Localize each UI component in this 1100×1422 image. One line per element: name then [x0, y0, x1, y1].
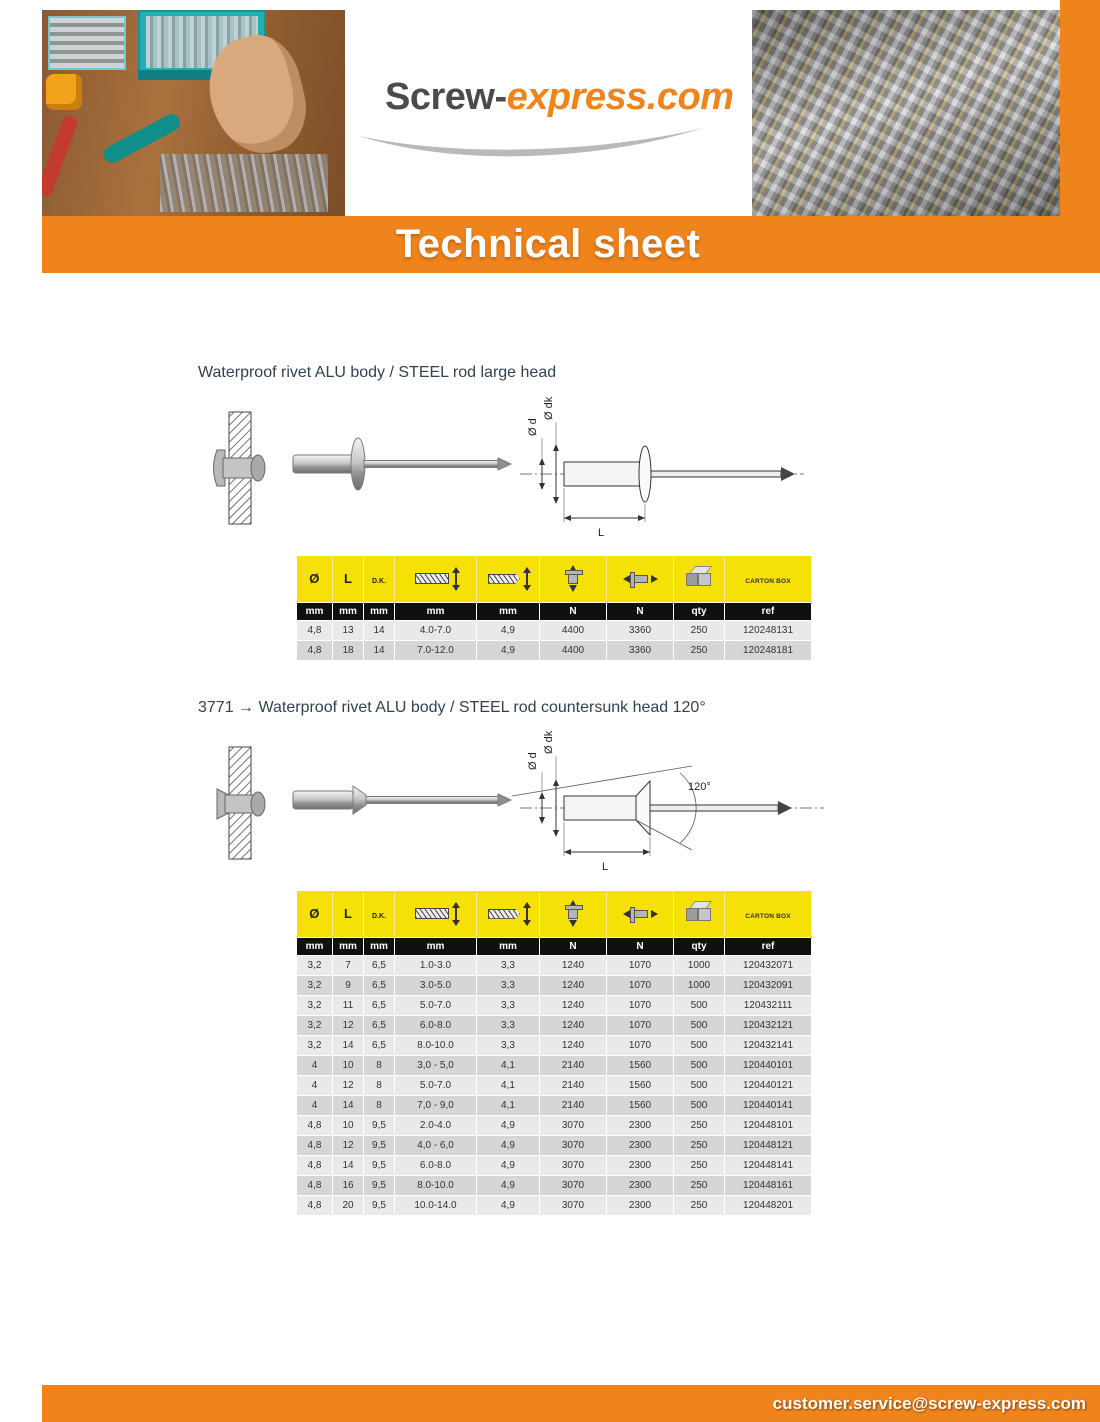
table-row	[297, 1075, 812, 1095]
table-cell: 2300	[607, 1135, 674, 1155]
table-cell: 500	[674, 1015, 725, 1035]
table-cell: 10	[333, 1055, 364, 1075]
table-cell: 120432071	[725, 955, 812, 975]
drill-diameter-icon	[488, 568, 528, 590]
table-cell: 6,5	[364, 955, 395, 975]
col-grip-header	[395, 891, 477, 937]
technical-sheet-banner	[42, 216, 1100, 273]
table-cell: 12	[333, 1075, 364, 1095]
table-cell: 3,2	[297, 1015, 333, 1035]
col-shear-header	[540, 891, 607, 937]
dim-label-d: Ø d	[527, 418, 539, 436]
table-cell: 5.0-7.0	[395, 1075, 477, 1095]
table-cell: 4	[297, 1095, 333, 1115]
unit-cell: mm	[477, 602, 540, 620]
unit-cell: mm	[477, 937, 540, 955]
dim-label-l: L	[597, 527, 605, 539]
table-cell: 4,1	[477, 1055, 540, 1075]
table-cell: 11	[333, 995, 364, 1015]
table-cell: 8	[364, 1075, 395, 1095]
shear-strength-icon	[568, 900, 578, 927]
table-cell: 7	[333, 955, 364, 975]
unit-cell: mm	[297, 937, 333, 955]
col-diameter-header: Ø	[297, 556, 333, 602]
table-row	[297, 975, 812, 995]
col-ref-header: CARTON BOX	[725, 556, 812, 602]
table-cell: 9,5	[364, 1175, 395, 1195]
unit-cell: mm	[364, 602, 395, 620]
table-cell: 4,8	[297, 1135, 333, 1155]
table-cell: 9	[333, 975, 364, 995]
table-cell: 1240	[540, 955, 607, 975]
table-cell: 4400	[540, 620, 607, 640]
table-cell: 250	[674, 640, 725, 660]
table-cell: 250	[674, 1135, 725, 1155]
col-length-header: L	[333, 891, 364, 937]
dim-label-dk: Ø dk	[543, 396, 555, 420]
col-tensile-header	[607, 556, 674, 602]
table-cell: 250	[674, 1155, 725, 1175]
table-cell: 3,3	[477, 975, 540, 995]
table-cell: 8.0-10.0	[395, 1175, 477, 1195]
table-cell: 9,5	[364, 1115, 395, 1135]
table-cell: 14	[333, 1095, 364, 1115]
table-cell: 2300	[607, 1115, 674, 1135]
table-cell: 6.0-8.0	[395, 1015, 477, 1035]
table-cell: 4,8	[297, 1175, 333, 1195]
table-cell: 6,5	[364, 975, 395, 995]
table-cell: 3,2	[297, 955, 333, 975]
table-cell: 250	[674, 1195, 725, 1215]
grip-range-icon	[415, 903, 457, 925]
table-cell: 1070	[607, 995, 674, 1015]
table-cell: 3070	[540, 1175, 607, 1195]
table-cell: 120440101	[725, 1055, 812, 1075]
rivet-countersunk-diagram	[512, 726, 832, 886]
carton-box-icon	[684, 899, 714, 923]
section1-title: Waterproof rivet ALU body / STEEL rod large head	[198, 364, 557, 381]
table-cell: 8.0-10.0	[395, 1035, 477, 1055]
banner-title: Technical sheet	[395, 222, 701, 266]
unit-cell: qty	[674, 602, 725, 620]
table-icon-header-row	[297, 556, 812, 602]
table-cell: 2140	[540, 1095, 607, 1115]
table-cell: 14	[333, 1035, 364, 1055]
table-cell: 3070	[540, 1155, 607, 1175]
unit-cell: mm	[364, 937, 395, 955]
table-cell: 1240	[540, 975, 607, 995]
table-cell: 1.0-3.0	[395, 955, 477, 975]
table-cell: 6,5	[364, 995, 395, 1015]
table-row	[297, 1195, 812, 1215]
customer-service-email-link[interactable]: customer.service@screw-express.com	[772, 1393, 1086, 1413]
table-cell: 4,8	[297, 1115, 333, 1135]
unit-cell: N	[607, 602, 674, 620]
table-cell: 3070	[540, 1195, 607, 1215]
table-cell: 3360	[607, 620, 674, 640]
logo	[345, 10, 752, 216]
table-cell: 14	[364, 640, 395, 660]
logo-part-express: express.com	[506, 76, 734, 118]
table-cell: 2300	[607, 1195, 674, 1215]
workbench-photo	[42, 10, 345, 216]
table-cell: 1000	[674, 975, 725, 995]
table-cell: 4,9	[477, 1135, 540, 1155]
table-cell: 120248181	[725, 640, 812, 660]
table-cell: 1240	[540, 995, 607, 1015]
table-cell: 4,1	[477, 1095, 540, 1115]
table-cell: 3,3	[477, 1015, 540, 1035]
table-cell: 12	[333, 1015, 364, 1035]
table-cell: 4,9	[477, 1175, 540, 1195]
col-ref-header: CARTON BOX	[725, 891, 812, 937]
table-cell: 120448161	[725, 1175, 812, 1195]
table-cell: 4,8	[297, 640, 333, 660]
table-cell: 4,9	[477, 1195, 540, 1215]
table-cell: 4,9	[477, 1115, 540, 1135]
table-cell: 1240	[540, 1015, 607, 1035]
table-cell: 4.0-7.0	[395, 620, 477, 640]
col-drill-header	[477, 891, 540, 937]
table-cell: 2140	[540, 1055, 607, 1075]
col-qty-header	[674, 891, 725, 937]
table-cell: 16	[333, 1175, 364, 1195]
table-cell: 5.0-7.0	[395, 995, 477, 1015]
col-diameter-header: Ø	[297, 891, 333, 937]
table-cell: 7.0-12.0	[395, 640, 477, 660]
col-qty-header	[674, 556, 725, 602]
dim-label-dk: Ø dk	[543, 730, 555, 754]
table-cell: 10	[333, 1115, 364, 1135]
table-cell: 4,8	[297, 620, 333, 640]
table-cell: 120448121	[725, 1135, 812, 1155]
tensile-strength-icon	[623, 575, 658, 583]
table-cell: 2300	[607, 1175, 674, 1195]
table-cell: 500	[674, 1035, 725, 1055]
table-cell: 1560	[607, 1095, 674, 1115]
table-cell: 18	[333, 640, 364, 660]
col-grip-header	[395, 556, 477, 602]
table-row	[297, 995, 812, 1015]
table-cell: 3.0-5.0	[395, 975, 477, 995]
table-cell: 3,3	[477, 955, 540, 975]
unit-cell: mm	[297, 602, 333, 620]
table-cell: 3,2	[297, 975, 333, 995]
logo-text	[385, 76, 734, 119]
table-cell: 120440121	[725, 1075, 812, 1095]
table-cell: 2300	[607, 1155, 674, 1175]
unit-cell: mm	[333, 602, 364, 620]
table-cell: 120432121	[725, 1015, 812, 1035]
table-cell: 8	[364, 1055, 395, 1075]
table-cell: 4	[297, 1075, 333, 1095]
table-cell: 7,0 - 9,0	[395, 1095, 477, 1115]
table-cell: 120432091	[725, 975, 812, 995]
dim-label-l: L	[601, 861, 609, 873]
table-cell: 120448201	[725, 1195, 812, 1215]
table-units-row	[297, 602, 812, 620]
table-row	[297, 640, 812, 660]
table-cell: 250	[674, 1115, 725, 1135]
logo-part-screw: Screw-	[385, 76, 507, 118]
table-cell: 500	[674, 1095, 725, 1115]
dim-label-d: Ø d	[527, 752, 539, 770]
table-row	[297, 1035, 812, 1055]
table-cell: 250	[674, 1175, 725, 1195]
table-cell: 4,9	[477, 620, 540, 640]
logo-swoosh	[351, 122, 721, 168]
table-cell: 4,0 - 6,0	[395, 1135, 477, 1155]
table-cell: 20	[333, 1195, 364, 1215]
table-cell: 3,2	[297, 1035, 333, 1055]
table-cell: 1560	[607, 1075, 674, 1095]
table-cell: 4,8	[297, 1195, 333, 1215]
col-tensile-header	[607, 891, 674, 937]
table-cell: 10.0-14.0	[395, 1195, 477, 1215]
unit-cell: mm	[395, 937, 477, 955]
col-drill-header	[477, 556, 540, 602]
table-cell: 1070	[607, 975, 674, 995]
table-cell: 4,9	[477, 1155, 540, 1175]
table-cell: 3070	[540, 1115, 607, 1135]
table-cell: 3,0 - 5,0	[395, 1055, 477, 1075]
table-cell: 120448141	[725, 1155, 812, 1175]
table-cell: 4,8	[297, 1155, 333, 1175]
table-cell: 3,3	[477, 1035, 540, 1055]
table-icon-header-row	[297, 891, 812, 937]
table-row	[297, 1095, 812, 1115]
table-cell: 12	[333, 1135, 364, 1155]
table-cell: 3360	[607, 640, 674, 660]
table-row	[297, 1155, 812, 1175]
col-dk-header: D.K.	[364, 891, 395, 937]
unit-cell: mm	[333, 937, 364, 955]
table-units-row	[297, 937, 812, 955]
table-cell: 4400	[540, 640, 607, 660]
table-cell: 500	[674, 995, 725, 1015]
table-cell: 120432111	[725, 995, 812, 1015]
table-cell: 500	[674, 1075, 725, 1095]
dim-label-angle: 120°	[688, 781, 711, 793]
spec-table-large-head	[296, 556, 812, 661]
grip-range-icon	[415, 568, 457, 590]
table-cell: 120448101	[725, 1115, 812, 1135]
unit-cell: mm	[395, 602, 477, 620]
table-cell: 2140	[540, 1075, 607, 1095]
table-cell: 120440141	[725, 1095, 812, 1115]
table-cell: 14	[364, 620, 395, 640]
table-cell: 4	[297, 1055, 333, 1075]
table-cell: 9,5	[364, 1135, 395, 1155]
footer-bar	[42, 1385, 1100, 1422]
table-cell: 6,5	[364, 1015, 395, 1035]
col-shear-header	[540, 556, 607, 602]
rivet-countersunk-illustration	[205, 733, 515, 883]
table-row	[297, 620, 812, 640]
table-cell: 14	[333, 1155, 364, 1175]
tensile-strength-icon	[623, 910, 658, 918]
table-cell: 3070	[540, 1135, 607, 1155]
table-cell: 1070	[607, 1035, 674, 1055]
rivet-large-head-diagram	[512, 392, 812, 552]
drill-diameter-icon	[488, 903, 528, 925]
table-cell: 4,9	[477, 640, 540, 660]
table-row	[297, 1015, 812, 1035]
table-cell: 1070	[607, 1015, 674, 1035]
table-cell: 1000	[674, 955, 725, 975]
table-cell: 1070	[607, 955, 674, 975]
section2-title: 3771 → Waterproof rivet ALU body / STEEL rod countersunk head 120°	[198, 699, 706, 716]
unit-cell: qty	[674, 937, 725, 955]
table-cell: 120432141	[725, 1035, 812, 1055]
table-cell: 1240	[540, 1035, 607, 1055]
table-cell: 500	[674, 1055, 725, 1075]
table-cell: 9,5	[364, 1195, 395, 1215]
table-cell: 250	[674, 620, 725, 640]
table-cell: 3,3	[477, 995, 540, 1015]
unit-cell: N	[540, 602, 607, 620]
table-cell: 8	[364, 1095, 395, 1115]
unit-cell: N	[607, 937, 674, 955]
rivet-large-head-illustration	[205, 398, 515, 548]
shear-strength-icon	[568, 565, 578, 592]
col-dk-header: D.K.	[364, 556, 395, 602]
table-cell: 3,2	[297, 995, 333, 1015]
table-cell: 120248131	[725, 620, 812, 640]
unit-cell: N	[540, 937, 607, 955]
table-row	[297, 1175, 812, 1195]
table-cell: 1560	[607, 1055, 674, 1075]
table-row	[297, 1135, 812, 1155]
table-cell: 9,5	[364, 1155, 395, 1175]
unit-cell: ref	[725, 937, 812, 955]
table-cell: 6.0-8.0	[395, 1155, 477, 1175]
col-length-header: L	[333, 556, 364, 602]
table-row	[297, 1115, 812, 1135]
screws-photo	[752, 10, 1060, 216]
table-row	[297, 955, 812, 975]
table-cell: 6,5	[364, 1035, 395, 1055]
carton-box-icon	[684, 564, 714, 588]
spec-table-countersunk	[296, 891, 812, 1216]
table-row	[297, 1055, 812, 1075]
table-cell: 2.0-4.0	[395, 1115, 477, 1135]
unit-cell: ref	[725, 602, 812, 620]
table-cell: 4,1	[477, 1075, 540, 1095]
table-cell: 13	[333, 620, 364, 640]
